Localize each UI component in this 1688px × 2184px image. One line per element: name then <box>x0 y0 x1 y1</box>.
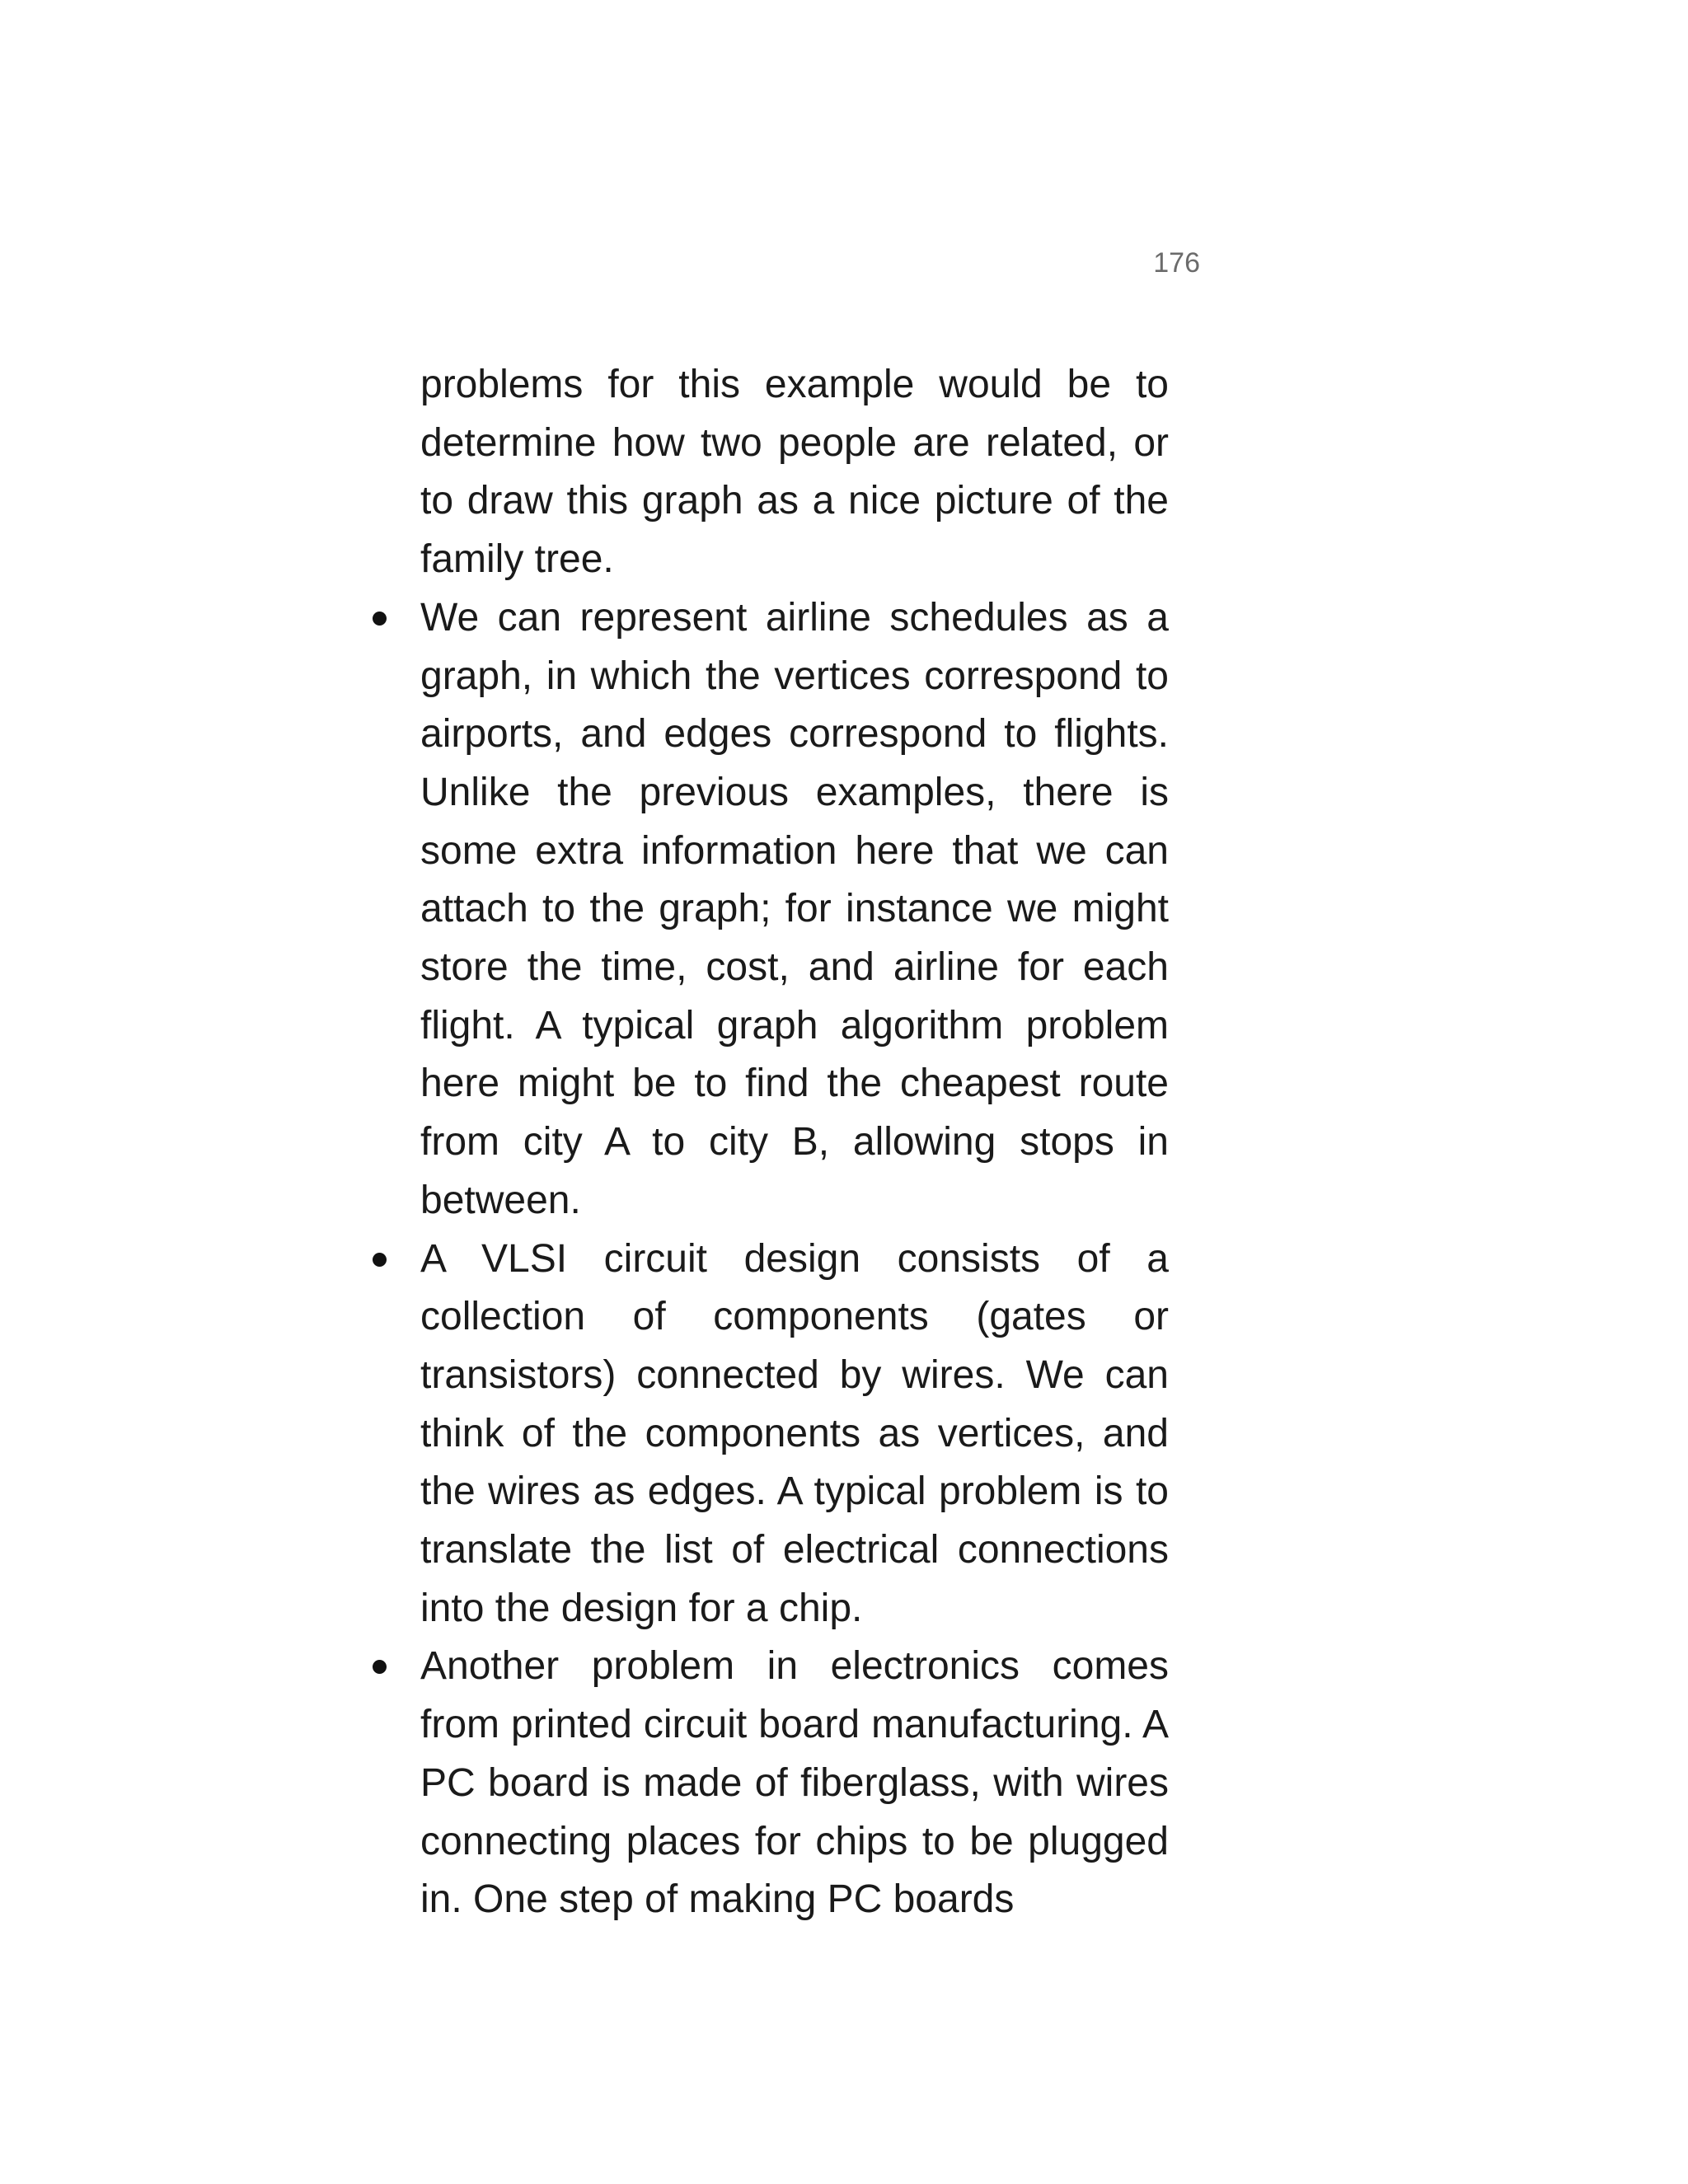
bullet-dot-icon <box>363 1638 396 1696</box>
bullet-item-vlsi <box>420 1230 1169 1638</box>
lead-paragraph: problems for this example would be to determine how two people are related, or to draw this graph as a nice picture of the family tree. <box>420 363 1169 582</box>
bullet-text: Another problem in electronics comes from printed circuit board manufacturing. A PC board is made of fiberglass, with wires connecting places for chips to be plugged in. One step of making PC boards <box>420 1644 1169 1922</box>
bullet-dot-icon <box>363 589 396 648</box>
bullet-item-airline <box>420 589 1169 1230</box>
bullet-text: A VLSI circuit design consists of a collection of components (gates or transistors) connected by wires. We can think of the components as vertices, and the wires as edges. A typical problem is to translate the list of electrical connections into the design for a chip. <box>420 1236 1169 1630</box>
page-number: 176 <box>1153 247 1200 279</box>
bullet-dot-icon <box>363 1230 396 1289</box>
bullet-list <box>420 589 1169 1929</box>
bullet-item-pcb <box>420 1638 1169 1929</box>
bullet-text: We can represent airline schedules as a graph, in which the vertices correspond to airports, and edges correspond to flights. Unlike the previous examples, there is some extra information here that we can attach to the graph; for instance we might store the time, cost, and airline for each flight. A typical graph algorithm problem here might be to find the cheapest route from city A to city B, allowing stops in between. <box>420 595 1169 1222</box>
body-text <box>420 356 1169 1929</box>
